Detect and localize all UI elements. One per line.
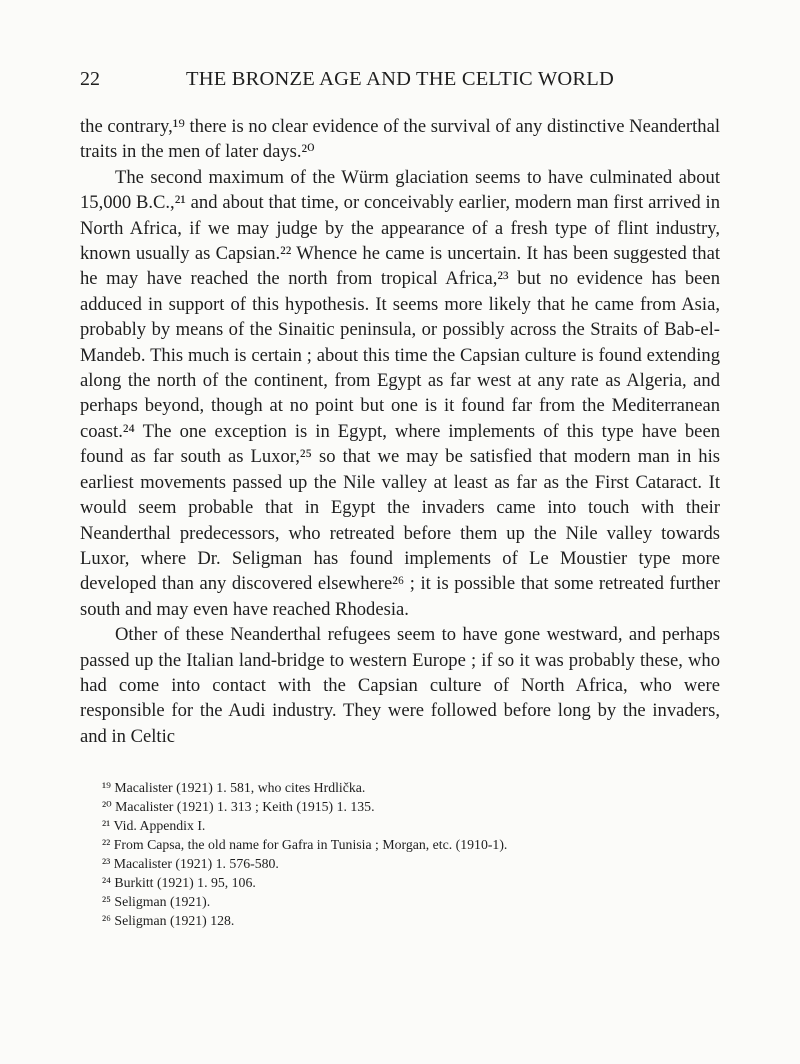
running-header [80, 64, 720, 94]
footnote-21: ²¹ Vid. Appendix I. [102, 818, 206, 834]
footnote-26: ²⁶ Seligman (1921) 128. [102, 913, 235, 929]
paragraph-capsian: The second maximum of the Würm glaciation seems to have culminated about 15,000 B.C.,²¹ and about that time, or conceivably earlier, modern man first arrived in North Africa, if we may judge by the appearance of a fresh type of flint industry, known usually as Capsian.²² Whence he came is uncertain. It has been suggested that he may have reached the north from tropical Africa,²³ but no evidence has been adduced in support of this hypothesis. It seems more likely that he came from Asia, probably by means of the Sinaitic peninsula, or possibly across the Straits of Bab-el-Mandeb. This much is certain ; about this time the Capsian culture is found extending along the north of the continent, from Egypt as far west at any rate as Algeria, and perhaps beyond, though at no point but one is it found far from the Mediterranean coast.²⁴ The one exception is in Egypt, where implements of this type have been found as far south as Luxor,²⁵ so that we may be satisfied that modern man in his earliest movements passed up the Nile valley at least as far as the First Cataract. It would seem probable that in Egypt the invaders came into touch with their Neanderthal predecessors, who retreated before them up the Nile valley towards Luxor, where Dr. Seligman has found implements of Le Moustier type more developed than any discovered elsewhere²⁶ ; it is possible that some retreated further south and may even have reached Rhodesia. [80, 166, 720, 620]
footnote-22: ²² From Capsa, the old name for Gafra in Tunisia ; Morgan, etc. (1910-1). [102, 837, 508, 853]
running-title: THE BRONZE AGE AND THE CELTIC WORLD [185, 68, 614, 90]
page-number: 22 [80, 68, 100, 90]
footnote-24: ²⁴ Burkitt (1921) 1. 95, 106. [102, 875, 256, 891]
footnote-25: ²⁵ Seligman (1921). [102, 894, 211, 910]
footnote-23: ²³ Macalister (1921) 1. 576-580. [102, 856, 279, 872]
footnote-19: ¹⁹ Macalister (1921) 1. 581, who cites Hrdlička. [102, 780, 366, 796]
paragraph-refugees: Other of these Neanderthal refugees seem to have gone westward, and perhaps passed up the Italian land-bridge to western Europe ; if so it was probably these, who had come into contact with the Capsian culture of North Africa, who were responsible for the Audi industry. They were followed before long by the invaders, and in Celtic [80, 624, 720, 747]
body-text [80, 114, 720, 749]
footnotes [80, 778, 720, 930]
paragraph-continuation: the contrary,¹⁹ there is no clear evidence of the survival of any distinctive Neanderthal traits in the men of later days.²⁰ [80, 116, 720, 163]
book-page [80, 64, 720, 930]
footnote-20: ²⁰ Macalister (1921) 1. 313 ; Keith (1915) 1. 135. [102, 799, 375, 815]
